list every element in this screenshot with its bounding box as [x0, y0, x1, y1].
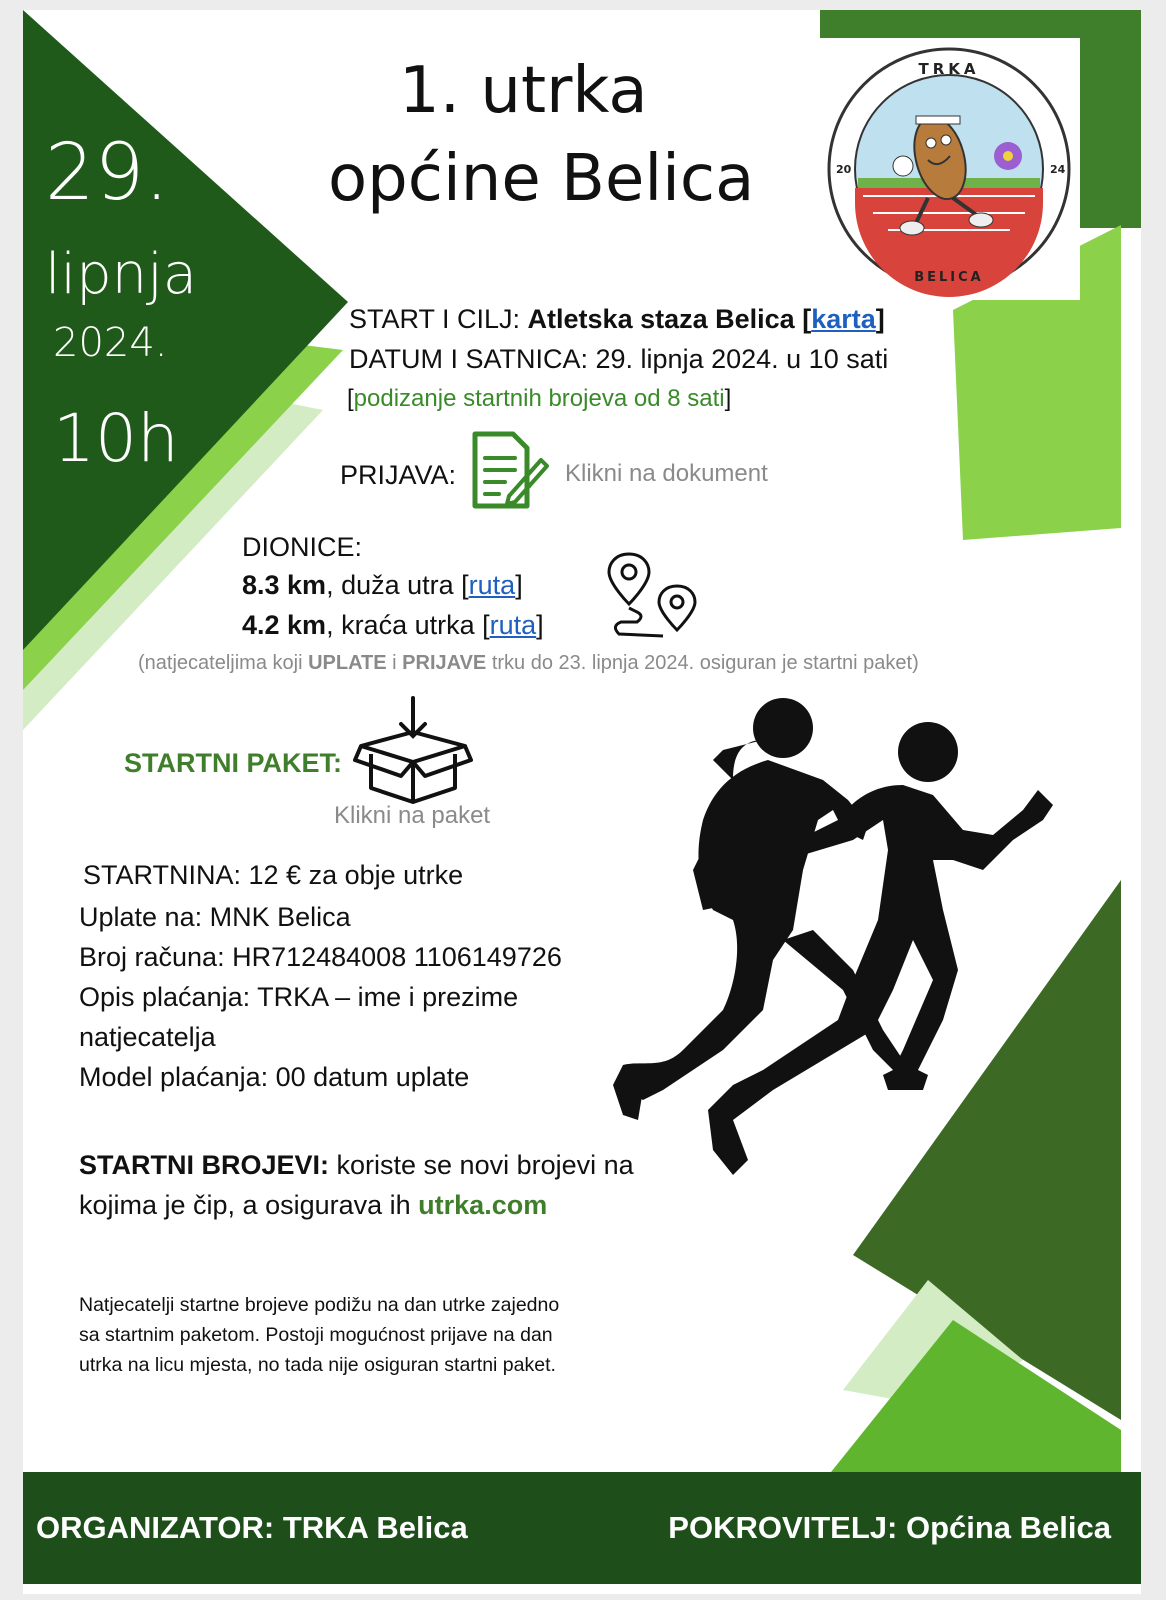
note-bold-2: PRIJAVE [402, 652, 487, 674]
brojevi-text-2: kojima je čip, a osigurava ih [79, 1190, 419, 1220]
note-part1: (natjecateljima koji [138, 652, 309, 674]
opis-line-2: natjecatelja [79, 1022, 216, 1052]
runner-female [613, 698, 903, 1120]
title-line-1: 1. utrka [399, 54, 648, 128]
poster [23, 10, 1141, 1594]
date-year: 2024. [53, 320, 168, 366]
paket-hint[interactable]: Klikni na paket [334, 802, 491, 829]
dionice-heading: DIONICE: [242, 532, 363, 562]
route-2-close: ] [536, 610, 544, 640]
model-line: Model plaćanja: 00 datum uplate [79, 1062, 470, 1092]
info-line-3: utrka na licu mjesta, no tada nije osiguran startni paket. [79, 1354, 556, 1376]
route-2-link[interactable]: ruta [489, 610, 537, 640]
document-icon[interactable] [469, 430, 549, 510]
start-label: START I CILJ: [349, 304, 528, 334]
route-2-distance: 4.2 km [242, 610, 327, 640]
utrka-site-link[interactable]: utrka.com [418, 1190, 548, 1220]
box-icon[interactable] [353, 696, 475, 806]
logo [818, 38, 1080, 300]
brojevi-line-2 [79, 1190, 547, 1221]
start-bracket-close: ] [875, 304, 885, 334]
note-bold-1: UPLATE [308, 652, 387, 674]
note-part3: trku do 23. lipnja 2024. osiguran je startni paket) [486, 652, 919, 674]
start-bracket-open: [ [794, 304, 812, 334]
footer [23, 1472, 1141, 1584]
pickup-open: [ [347, 385, 354, 412]
pickup-text: podizanje startnih brojeva od 8 sati [353, 385, 725, 412]
prijava-label: PRIJAVA: [340, 460, 457, 490]
info-line-2: sa startnim paketom. Postoji mogućnost prijave na dan [79, 1324, 553, 1346]
pickup-close: ] [724, 385, 732, 412]
paket-label: STARTNI PAKET: [124, 748, 342, 778]
startnina-line: STARTNINA: 12 € za obje utrke [83, 860, 464, 890]
date-time: 10h [53, 400, 179, 477]
route-1-close: ] [515, 570, 523, 600]
note-part2: i [386, 652, 403, 674]
date-day: 29. [45, 128, 170, 218]
route-1-link[interactable]: ruta [468, 570, 516, 600]
start-line [349, 304, 885, 335]
opis-line-1: Opis plaćanja: TRKA – ime i prezime [79, 982, 519, 1012]
uplate-line: Uplate na: MNK Belica [79, 902, 351, 932]
title-line-2: općine Belica [328, 142, 755, 216]
route-line-1 [242, 570, 523, 601]
datum-line: DATUM I SATNICA: 29. lipnja 2024. u 10 sati [349, 344, 889, 374]
brojevi-line-1 [79, 1150, 634, 1181]
route-1-distance: 8.3 km [242, 570, 327, 600]
route-line-2 [242, 610, 544, 641]
runners-silhouette [583, 690, 1053, 1190]
logo-box [818, 38, 1080, 300]
start-value: Atletska staza Belica [527, 304, 795, 334]
logo-year-left: 20 [836, 163, 852, 176]
footer-organizator: ORGANIZATOR: TRKA Belica [36, 1510, 468, 1545]
route-pins-icon [607, 550, 707, 650]
logo-top-text: TRKA [918, 60, 980, 78]
route-1-text: , duža utra [ [326, 570, 469, 600]
packet-note [138, 652, 919, 675]
footer-pokrovitelj: POKROVITELJ: Općina Belica [668, 1510, 1111, 1545]
logo-bottom-text: BELICA [914, 270, 984, 285]
brojevi-text-1: koriste se novi brojevi na [329, 1150, 634, 1180]
map-link[interactable]: karta [811, 304, 876, 334]
pickup-line [347, 385, 731, 413]
date-month: lipnja [45, 242, 198, 307]
info-line-1: Natjecatelji startne brojeve podižu na dan utrke zajedno [79, 1294, 560, 1316]
brojevi-label: STARTNI BROJEVI: [79, 1150, 330, 1180]
prijava-hint[interactable]: Klikni na dokument [565, 460, 768, 487]
route-2-text: , kraća utrka [ [326, 610, 490, 640]
racun-line: Broj računa: HR712484008 1106149726 [79, 942, 562, 972]
logo-year-right: 24 [1050, 163, 1066, 176]
